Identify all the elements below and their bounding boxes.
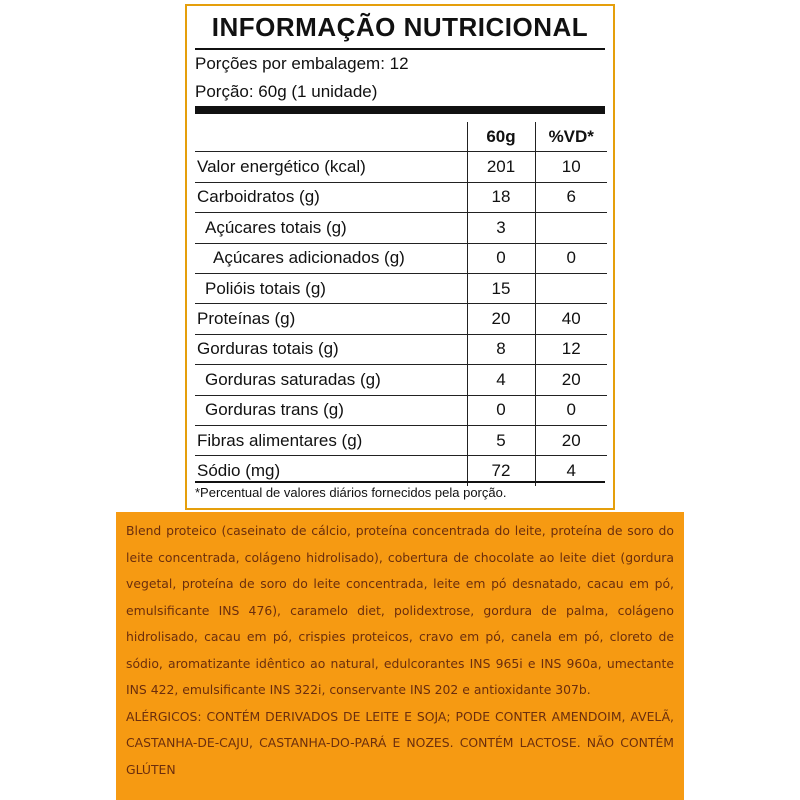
nutrient-value: 5 xyxy=(467,425,535,455)
nutrient-vd: 10 xyxy=(535,152,607,182)
nutrient-value: 20 xyxy=(467,304,535,334)
nutrient-name: Polióis totais (g) xyxy=(195,273,467,303)
table-row xyxy=(195,152,607,182)
nutrient-value: 0 xyxy=(467,243,535,273)
ingredients-list: Blend proteico (caseinato de cálcio, proteína concentrada do leite, proteína de soro do leite concentrada, colágeno hidrolisado), cobertura de chocolate ao leite diet (gordura vegetal, proteína de soro do leite concentrada, leite em pó desnatado, cacau em pó, emulsificante INS 476), caramelo diet, polidextrose, gordura de palma, colágeno hidrolisado, cacau em pó, crispies proteicos, cravo em pó, canela em pó, cloreto de sódio, aromatizante idêntico ao natural, edulcorantes INS 965i e INS 960a, umectante INS 422, emulsificante INS 322i, conservante INS 202 e antioxidante 307b. xyxy=(126,523,674,697)
nutrient-name: Proteínas (g) xyxy=(195,304,467,334)
table-row xyxy=(195,304,607,334)
nutrient-vd: 20 xyxy=(535,365,607,395)
nutrient-vd xyxy=(535,273,607,303)
nutrient-value: 4 xyxy=(467,365,535,395)
nutrient-name: Sódio (mg) xyxy=(195,456,467,486)
table-row xyxy=(195,365,607,395)
title-divider xyxy=(195,48,605,50)
nutrient-name: Açúcares adicionados (g) xyxy=(195,243,467,273)
nutrient-name: Valor energético (kcal) xyxy=(195,152,467,182)
table-row xyxy=(195,243,607,273)
table-header-row xyxy=(195,122,607,152)
header-portion-cell: 60g xyxy=(467,122,535,152)
nutrient-value: 0 xyxy=(467,395,535,425)
nutrition-title: INFORMAÇÃO NUTRICIONAL xyxy=(211,12,589,42)
thick-divider xyxy=(195,106,605,114)
table-row xyxy=(195,213,607,243)
nutrient-vd: 12 xyxy=(535,334,607,364)
header-name-cell xyxy=(195,122,467,152)
nutrient-vd xyxy=(535,213,607,243)
header-vd-cell: %VD* xyxy=(535,122,607,152)
nutrition-facts-panel xyxy=(185,4,615,510)
servings-per-package: Porções por embalagem: 12 xyxy=(195,54,409,73)
nutrient-name: Carboidratos (g) xyxy=(195,182,467,212)
nutrient-value: 3 xyxy=(467,213,535,243)
table-row xyxy=(195,182,607,212)
nutrient-value: 8 xyxy=(467,334,535,364)
nutrient-value: 72 xyxy=(467,456,535,486)
nutrient-name: Fibras alimentares (g) xyxy=(195,425,467,455)
nutrient-vd: 40 xyxy=(535,304,607,334)
nutrient-vd: 4 xyxy=(535,456,607,486)
nutrient-vd: 6 xyxy=(535,182,607,212)
nutrient-value: 18 xyxy=(467,182,535,212)
ingredients-block xyxy=(116,512,684,800)
table-row xyxy=(195,395,607,425)
nutrient-value: 201 xyxy=(467,152,535,182)
nutrient-name: Gorduras totais (g) xyxy=(195,334,467,364)
nutrient-name: Gorduras trans (g) xyxy=(195,395,467,425)
nutrient-vd: 0 xyxy=(535,395,607,425)
serving-size: Porção: 60g (1 unidade) xyxy=(195,82,378,101)
table-row xyxy=(195,425,607,455)
table-bottom-divider xyxy=(195,481,605,483)
nutrient-vd: 20 xyxy=(535,425,607,455)
table-row xyxy=(195,273,607,303)
allergen-warning: ALÉRGICOS: CONTÉM DERIVADOS DE LEITE E SOJA; PODE CONTER AMENDOIM, AVELÃ, CASTANHA-DE-CAJU, CASTANHA-DO-PARÁ E NOZES. CONTÉM LACTOSE. NÃO CONTÉM GLÚTEN xyxy=(126,708,674,777)
nutrition-table xyxy=(195,122,607,486)
nutrient-value: 15 xyxy=(467,273,535,303)
table-row xyxy=(195,334,607,364)
vd-footnote: *Percentual de valores diários fornecidos pela porção. xyxy=(195,485,507,500)
nutrient-vd: 0 xyxy=(535,243,607,273)
nutrient-name: Gorduras saturadas (g) xyxy=(195,365,467,395)
nutrient-name: Açúcares totais (g) xyxy=(195,213,467,243)
